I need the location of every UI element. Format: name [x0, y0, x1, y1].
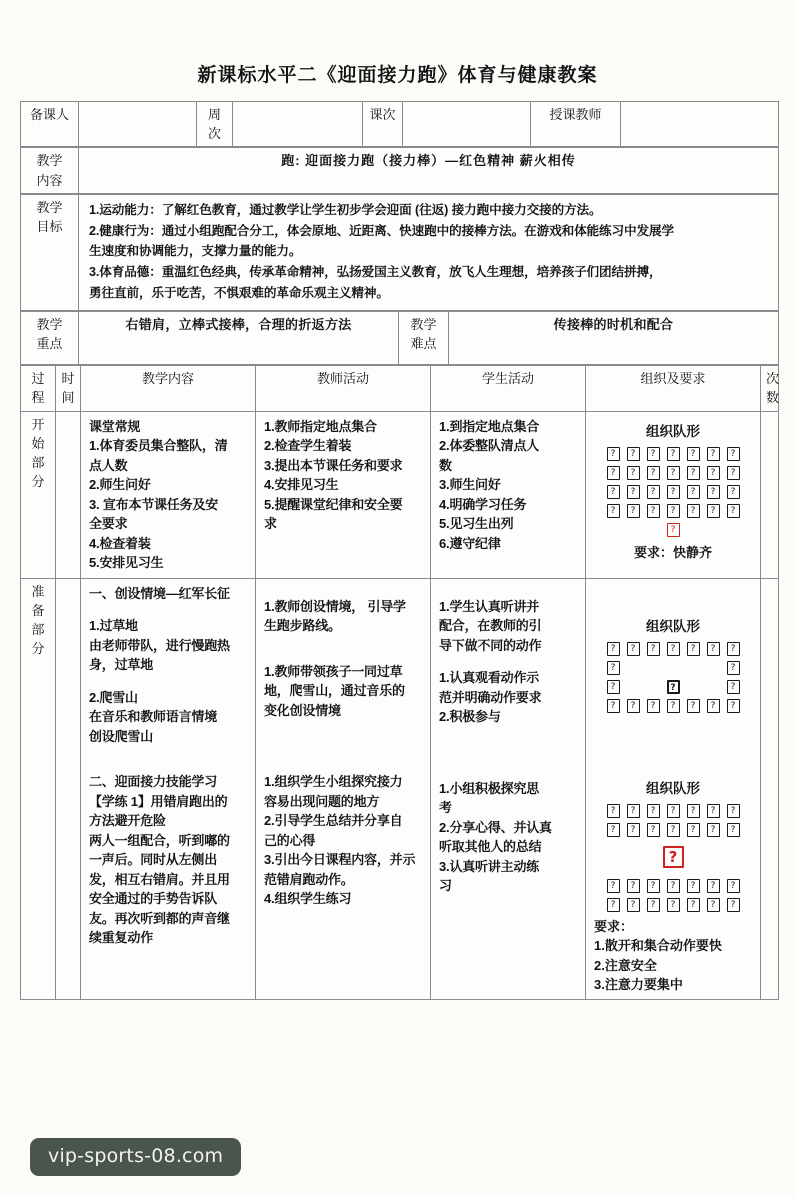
difficulty-label	[399, 312, 449, 365]
student-marker-icon: ?	[687, 642, 700, 656]
text-line: 2.引导学生总结并分享自	[264, 813, 403, 829]
section-student-text	[439, 584, 579, 896]
student-marker-icon: ?	[707, 823, 720, 837]
lesson-value[interactable]	[403, 102, 531, 147]
student-marker-icon: ?	[687, 485, 700, 499]
label-char: 间	[61, 390, 75, 406]
requirement-item: 1.散开和集合动作要快	[594, 938, 722, 954]
text-line: 1.教师带领孩子一同过草	[264, 663, 403, 679]
focus-row-inner	[21, 312, 779, 365]
text-line: 【学练 1】用错肩跑出的	[89, 793, 228, 809]
student-marker-icon: ?	[647, 699, 660, 713]
header-organization: 组织及要求	[586, 366, 761, 411]
organization-block	[588, 416, 758, 562]
text-line: 求	[264, 516, 277, 532]
text-line: 由老师带队，进行慢跑热	[89, 637, 230, 653]
student-marker-icon: ?	[627, 804, 640, 818]
student-marker-icon: ?	[667, 642, 680, 656]
organization-block	[588, 611, 758, 713]
lesson-label: 课次	[363, 102, 403, 147]
text-line: 5.见习生出列	[439, 516, 514, 532]
formation-spacer	[687, 661, 700, 675]
student-marker-icon: ?	[627, 447, 640, 461]
formation-row	[588, 447, 758, 461]
formation-row	[588, 466, 758, 480]
line-spacer	[439, 753, 579, 766]
text-line: 一、创设情境—红军长征	[89, 585, 230, 601]
formation-spacer	[707, 680, 720, 694]
student-marker-icon: ?	[627, 879, 640, 893]
student-marker-icon: ?	[687, 879, 700, 893]
text-line: 2.师生问好	[89, 477, 151, 493]
text-line: 范并明确动作要求	[439, 689, 542, 705]
line-spacer	[264, 759, 424, 772]
week-value[interactable]	[233, 102, 363, 147]
text-line: 课堂常规	[89, 418, 141, 434]
line-spacer	[439, 727, 579, 740]
student-marker-icon: ?	[667, 898, 680, 912]
student-marker-icon: ?	[687, 823, 700, 837]
student-marker-icon: ?	[707, 898, 720, 912]
student-marker-icon: ?	[627, 504, 640, 518]
line-spacer	[89, 675, 249, 688]
text-line: 生跑步路线。	[264, 618, 341, 634]
requirement-label: 要求：	[594, 918, 634, 934]
text-line: 身，过草地	[89, 657, 154, 673]
formation-row	[588, 804, 758, 818]
week-label: 周次	[197, 102, 233, 147]
student-marker-icon: ?	[607, 661, 620, 675]
text-line: 2.爬雪山	[89, 689, 138, 705]
section-student-text	[439, 417, 579, 554]
student-marker-icon: ?	[647, 466, 660, 480]
student-marker-icon: ?	[707, 879, 720, 893]
label-char: 程	[31, 390, 45, 406]
text-line: 数	[439, 457, 452, 473]
formation-row	[588, 898, 758, 912]
text-line: 方法避开危险	[89, 813, 166, 829]
text-line: 友。再次听到都的声音继	[89, 910, 230, 926]
goal-line: 3.体育品德：重温红色经典，传承革命精神，弘扬爱国主义教育，放飞人生理想，培养孩子们团结拼搏，	[89, 264, 662, 279]
student-marker-icon: ?	[647, 898, 660, 912]
student-marker-icon: ?	[707, 466, 720, 480]
line-spacer	[264, 636, 424, 649]
teacher-label: 授课教师	[531, 102, 621, 147]
student-marker-icon: ?	[727, 661, 740, 675]
text-line: 1.到指定地点集合	[439, 418, 540, 434]
student-marker-icon: ?	[667, 699, 680, 713]
line-spacer	[264, 746, 424, 759]
student-marker-icon: ?	[607, 804, 620, 818]
key-point-label	[21, 312, 79, 365]
teacher-marker-icon: ?	[663, 846, 684, 868]
student-marker-icon: ?	[687, 466, 700, 480]
student-marker-icon: ?	[627, 823, 640, 837]
content-row	[20, 147, 778, 193]
main-grid-row	[20, 365, 778, 999]
student-marker-icon: ?	[627, 485, 640, 499]
label-char: 备	[31, 602, 45, 618]
label-char: 开	[31, 416, 45, 432]
label-char: 准	[31, 583, 45, 599]
student-marker-icon: ?	[647, 823, 660, 837]
label-char: 内容	[36, 172, 63, 188]
student-marker-icon: ?	[687, 699, 700, 713]
text-line: 5.提醒课堂纪律和安全要	[264, 496, 403, 512]
section-teacher-text	[264, 417, 424, 534]
label-char: 分	[31, 474, 45, 490]
formation-row	[588, 699, 758, 713]
student-marker-icon: ?	[607, 642, 620, 656]
student-marker-icon: ?	[667, 466, 680, 480]
key-point-value: 右错肩，立棒式接棒，合理的折返方法	[79, 312, 399, 365]
student-marker-icon: ?	[667, 504, 680, 518]
line-spacer	[89, 746, 249, 759]
main-grid-container	[20, 365, 778, 999]
goal-line: 1.运动能力：了解红色教育，通过教学让学生初步学会迎面 (往返) 接力跑中接力交接的方法。	[89, 202, 602, 217]
label-char: 次	[766, 371, 780, 387]
student-marker-icon: ?	[607, 504, 620, 518]
formation-requirement: 要求：快静齐	[633, 544, 712, 560]
student-marker-icon: ?	[727, 898, 740, 912]
header-time	[56, 366, 81, 411]
student-marker-icon: ?	[707, 504, 720, 518]
text-line: 习	[439, 878, 452, 894]
section-row	[21, 411, 779, 578]
student-marker-icon: ?	[627, 898, 640, 912]
section-organization	[586, 578, 761, 999]
page-title: 新课标水平二《迎面接力跑》体育与健康教案	[197, 65, 598, 86]
info-row	[20, 101, 778, 147]
text-line: 1.组织学生小组探究接力	[264, 774, 403, 790]
text-line: 2.分享心得、并认真	[439, 819, 552, 835]
formation-spacer	[627, 680, 640, 694]
content-value: 跑: 迎面接力跑（接力棒）—红色精神 薪火相传	[79, 148, 779, 193]
section-student	[431, 411, 586, 578]
label-char: 教学	[36, 153, 63, 169]
student-marker-icon: ?	[727, 485, 740, 499]
table-bands	[0, 101, 795, 1000]
text-line: 一声后。同时从左侧出	[89, 852, 218, 868]
text-line: 配合，在教师的引	[439, 618, 542, 634]
student-marker-icon: ?	[607, 898, 620, 912]
section-teacher	[256, 578, 431, 999]
text-line: 4.安排见习生	[264, 477, 339, 493]
student-marker-icon: ?	[707, 804, 720, 818]
section-content-text	[89, 417, 249, 573]
text-line: 1.学生认真听讲并	[439, 598, 540, 614]
text-line: 6.遵守纪律	[439, 535, 501, 551]
student-marker-icon: ?	[667, 879, 680, 893]
student-marker-icon: ?	[727, 699, 740, 713]
text-line: 二、迎面接力技能学习	[89, 774, 218, 790]
text-line: 点人数	[89, 457, 128, 473]
student-marker-icon: ?	[707, 699, 720, 713]
formation-title: 组织队形	[646, 618, 700, 634]
preparer-label: 备课人	[21, 102, 79, 147]
label-char: 分	[31, 641, 45, 657]
line-spacer	[264, 584, 424, 597]
student-marker-icon: ?	[647, 485, 660, 499]
student-marker-icon: ?	[687, 504, 700, 518]
text-line: 3.提出本节课任务和要求	[264, 457, 403, 473]
goal-line: 勇往直前，乐于吃苦，不惧艰难的革命乐观主义精神。	[89, 285, 389, 300]
requirement-item: 2.注意安全	[594, 957, 657, 973]
section-process-label	[21, 578, 56, 999]
student-marker-icon: ?	[727, 680, 740, 694]
formation-row	[588, 661, 758, 675]
goals-row-container	[20, 194, 778, 311]
student-marker-icon: ?	[687, 804, 700, 818]
text-line: 4.组织学生练习	[264, 891, 352, 907]
formation-spacer	[627, 661, 640, 675]
info-row-container	[20, 101, 778, 147]
section-process-label	[21, 411, 56, 578]
goal-line: 生速度和协调能力，支撑力量的能力。	[89, 244, 302, 259]
text-line: 1.教师指定地点集合	[264, 418, 377, 434]
text-line: 全要求	[89, 516, 128, 532]
label-char: 部	[31, 622, 45, 638]
student-marker-icon: ?	[727, 504, 740, 518]
info-row-inner	[21, 102, 779, 147]
line-spacer	[439, 766, 579, 779]
text-line: 两人一组配合，听到嘟的	[89, 832, 230, 848]
section-row	[21, 578, 779, 999]
text-line: 1.过草地	[89, 618, 138, 634]
goals-value	[79, 194, 779, 310]
label-char: 重点	[36, 336, 63, 352]
text-line: 2.检查学生着装	[264, 438, 352, 454]
formation-row	[588, 523, 758, 537]
section-teacher	[256, 411, 431, 578]
text-line: 己的心得	[264, 832, 316, 848]
student-marker-icon: ?	[727, 879, 740, 893]
student-marker-icon: ?	[607, 879, 620, 893]
text-line: 地，爬雪山，通过音乐的	[264, 683, 405, 699]
goals-text	[89, 201, 770, 303]
label-char: 时	[61, 371, 75, 387]
text-line: 1.体育委员集合整队，清	[89, 438, 228, 454]
text-line: 听取其他人的总结	[439, 839, 542, 855]
student-marker-icon: ?	[607, 466, 620, 480]
requirement-item: 3.注意力要集中	[594, 977, 683, 993]
header-student: 学生活动	[431, 366, 586, 411]
label-char: 部	[31, 455, 45, 471]
student-marker-icon: ?	[707, 447, 720, 461]
formation-spacer	[647, 661, 660, 675]
text-line: 安全通过的手势告诉队	[89, 891, 218, 907]
goals-row-inner	[21, 194, 779, 310]
section-time[interactable]	[56, 578, 81, 999]
student-marker-icon: ?	[727, 804, 740, 818]
student-marker-icon: ?	[667, 823, 680, 837]
student-marker-icon: ?	[667, 485, 680, 499]
student-marker-icon: ?	[627, 642, 640, 656]
column-header-row	[21, 366, 779, 411]
preparer-value[interactable]	[79, 102, 197, 147]
watermark: vip-sports-08.com	[30, 1138, 241, 1176]
formation-row	[588, 879, 758, 893]
label-char: 教学	[410, 317, 437, 333]
student-marker-icon: ?	[707, 485, 720, 499]
formation-row	[588, 642, 758, 656]
label-char: 始	[31, 435, 45, 451]
text-line: 2.体委整队清点人	[439, 438, 540, 454]
student-marker-icon: ?	[647, 447, 660, 461]
text-line: 1.小组积极探究思	[439, 780, 540, 796]
student-marker-icon: ?	[667, 804, 680, 818]
goal-line: 2.健康行为：通过小组跑配合分工，体会原地、近距离、快速跑中的接棒方法。在游戏和体能练习中发展学	[89, 223, 675, 238]
student-marker-icon: ?	[607, 823, 620, 837]
text-line: 3.师生问好	[439, 477, 501, 493]
student-marker-icon: ?	[727, 447, 740, 461]
text-line: 4.检查着装	[89, 535, 151, 551]
section-content-text	[89, 584, 249, 948]
text-line: 范错肩跑动作。	[264, 871, 354, 887]
text-line: 2.积极参与	[439, 709, 501, 725]
line-spacer	[439, 655, 579, 668]
section-count[interactable]	[761, 578, 779, 999]
section-teacher-text	[264, 584, 424, 909]
formation-row	[588, 823, 758, 837]
student-marker-icon: ?	[627, 466, 640, 480]
line-spacer	[264, 649, 424, 662]
header-content: 教学内容	[81, 366, 256, 411]
student-marker-icon: ?	[707, 642, 720, 656]
text-line: 考	[439, 800, 452, 816]
formation-spacer	[647, 680, 660, 694]
section-content	[81, 578, 256, 999]
text-line: 3.认真听讲主动练	[439, 858, 540, 874]
student-marker-icon: ?	[727, 642, 740, 656]
text-line: 1.认真观看动作示	[439, 670, 540, 686]
label-char: 目标	[36, 219, 63, 235]
line-spacer	[264, 733, 424, 746]
line-spacer	[89, 759, 249, 772]
text-line: 5.安排见习生	[89, 555, 164, 571]
formation-row	[588, 485, 758, 499]
formation-row	[588, 504, 758, 518]
student-marker-icon: ?	[647, 642, 660, 656]
label-char: 教学	[36, 317, 63, 333]
text-line: 续重复动作	[89, 930, 154, 946]
header-count	[761, 366, 779, 411]
line-spacer	[439, 584, 579, 597]
formation-title: 组织队形	[646, 780, 700, 796]
student-marker-icon: ?	[727, 823, 740, 837]
content-label	[21, 148, 79, 193]
formation-row	[588, 680, 758, 694]
content-row-container	[20, 147, 778, 193]
header-process	[21, 366, 56, 411]
student-marker-icon: ?	[647, 504, 660, 518]
student-marker-icon: ?	[667, 447, 680, 461]
text-line: 3.引出今日课程内容，并示	[264, 852, 416, 868]
formation-row	[588, 846, 758, 868]
formation-requirement-list	[588, 917, 758, 995]
line-spacer	[264, 720, 424, 733]
focus-row	[20, 311, 778, 365]
student-marker-icon: ?	[607, 680, 620, 694]
text-line: 变化创设情境	[264, 702, 341, 718]
content-row-inner	[21, 148, 779, 193]
formation-title: 组织队形	[646, 423, 700, 439]
student-marker-icon: ?	[607, 699, 620, 713]
label-char: 难点	[410, 336, 437, 352]
lesson-plan-table	[20, 101, 778, 1000]
student-marker-icon: ?	[647, 804, 660, 818]
section-content	[81, 411, 256, 578]
text-line: 1.教师创设情境， 引导学	[264, 598, 406, 614]
student-marker-icon: ?	[607, 447, 620, 461]
student-marker-icon: ?	[667, 680, 680, 694]
text-line: 在音乐和教师语言情境	[89, 709, 218, 725]
student-marker-icon: ?	[687, 447, 700, 461]
formation-spacer	[667, 661, 680, 675]
text-line: 4.明确学习任务	[439, 496, 527, 512]
formation-spacer	[687, 680, 700, 694]
formation-spacer	[707, 661, 720, 675]
label-char: 数	[766, 390, 780, 406]
goals-label	[21, 194, 79, 310]
difficulty-value: 传接棒的时机和配合	[449, 312, 779, 365]
student-marker-icon: ?	[727, 466, 740, 480]
student-marker-icon: ?	[607, 485, 620, 499]
organization-block	[588, 773, 758, 995]
goals-row	[20, 194, 778, 311]
label-char: 过	[31, 371, 45, 387]
text-line: 发，相互右错肩。并且用	[89, 871, 230, 887]
section-organization	[586, 411, 761, 578]
line-spacer	[89, 603, 249, 616]
student-marker-icon: ?	[647, 879, 660, 893]
teacher-value[interactable]	[621, 102, 779, 147]
header-teacher: 教师活动	[256, 366, 431, 411]
line-spacer	[439, 740, 579, 753]
teacher-marker-icon: ?	[667, 523, 680, 537]
label-char: 教学	[36, 199, 63, 215]
text-line: 3. 宣布本节课任务及安	[89, 496, 219, 512]
student-marker-icon: ?	[687, 898, 700, 912]
text-line: 导下做不同的动作	[439, 637, 542, 653]
text-line: 容易出现问题的地方	[264, 793, 380, 809]
section-count[interactable]	[761, 411, 779, 578]
section-time[interactable]	[56, 411, 81, 578]
student-marker-icon: ?	[627, 699, 640, 713]
focus-row-container	[20, 311, 778, 365]
text-line: 创设爬雪山	[89, 728, 154, 744]
section-student	[431, 578, 586, 999]
